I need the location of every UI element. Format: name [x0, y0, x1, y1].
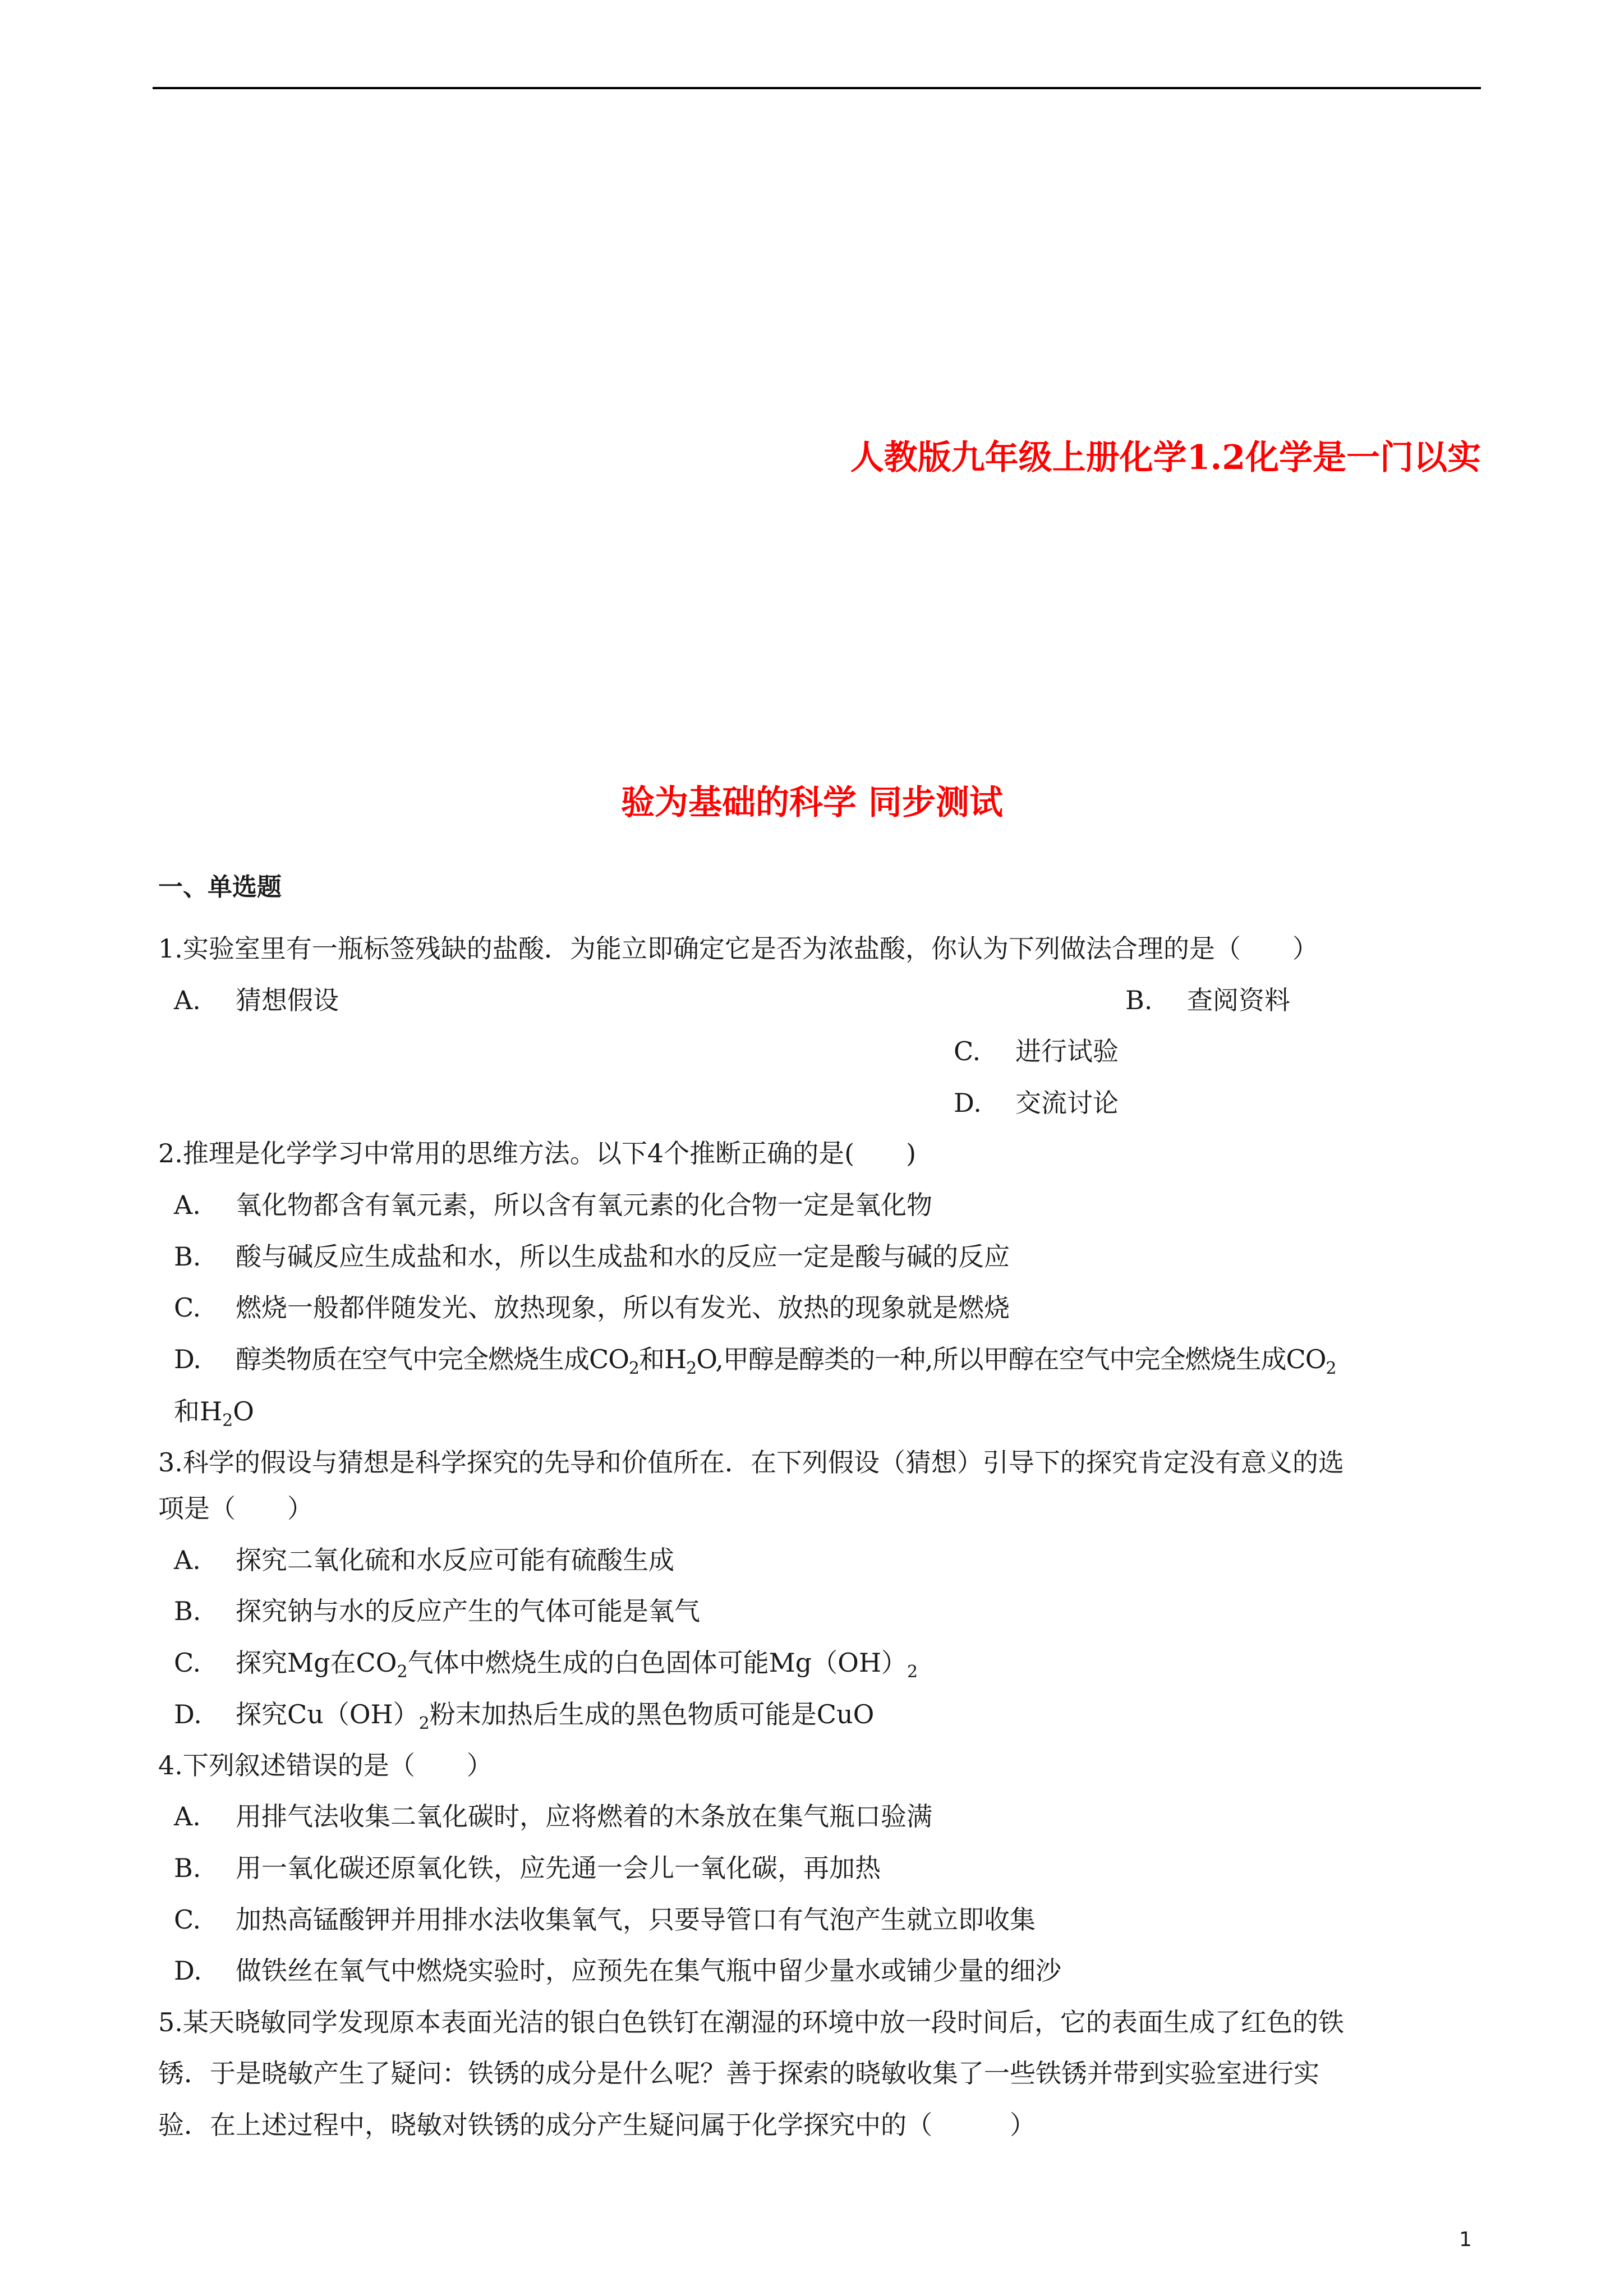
subscript: 2 — [222, 1411, 233, 1430]
q1-stem: 1.实验室里有一瓶标签残缺的盐酸．为能立即确定它是否为浓盐酸，你认为下列做法合理的是（ ） — [158, 933, 1318, 964]
q1-option-c — [954, 1031, 1119, 1068]
q2-option-a-key: A. — [174, 1190, 201, 1220]
q4-option-b — [174, 1848, 881, 1885]
q3-option-c-text-1: 探究Mg在CO — [236, 1648, 397, 1678]
q2-option-d-text-4: 和H — [174, 1396, 223, 1427]
q1-option-d-text: 交流讨论 — [1015, 1088, 1119, 1118]
q3-option-b-text: 探究钠与水的反应产生的气体可能是氧气 — [236, 1596, 700, 1626]
q4-option-d — [174, 1950, 1061, 1987]
q4-option-a-text: 用排气法收集二氧化碳时，应将燃着的木条放在集气瓶口验满 — [236, 1801, 932, 1832]
section-heading: 一、单选题 — [158, 873, 282, 901]
q1-option-b — [1125, 980, 1290, 1017]
q3-option-b-key: B. — [174, 1596, 201, 1626]
document-title-line-2: 验为基础的科学 同步测试 — [621, 783, 1003, 822]
document-title-line-1: 人教版九年级上册化学1.2化学是一门以实 — [850, 438, 1481, 477]
q1-option-b-text: 查阅资料 — [1187, 985, 1290, 1015]
q3-option-a-text: 探究二氧化硫和水反应可能有硫酸生成 — [236, 1545, 674, 1575]
subscript: 2 — [397, 1662, 408, 1682]
subscript: 2 — [686, 1359, 697, 1378]
q2-option-b — [174, 1236, 1010, 1273]
q3-stem-line-1: 3.科学的假设与猜想是科学探究的先导和价值所在．在下列假设（猜想）引导下的探究肯定没有意义的选 — [158, 1447, 1344, 1478]
q2-option-c-text: 燃烧一般都伴随发光、放热现象，所以有发光、放热的现象就是燃烧 — [236, 1292, 1010, 1323]
q1-option-c-text: 进行试验 — [1015, 1036, 1119, 1066]
q2-option-a-text: 氧化物都含有氧元素，所以含有氧元素的化合物一定是氧化物 — [236, 1190, 932, 1220]
q1-option-d-key: D. — [954, 1088, 982, 1118]
q1-option-c-key: C. — [954, 1036, 981, 1066]
q4-option-b-text: 用一氧化碳还原氧化铁，应先通一会儿一氧化碳，再加热 — [236, 1853, 881, 1883]
q2-option-d — [174, 1339, 1336, 1378]
subscript: 2 — [628, 1359, 640, 1378]
q3-option-d — [174, 1694, 874, 1733]
q4-option-d-key: D. — [174, 1955, 202, 1986]
q3-stem-line-2: 项是（ ） — [158, 1493, 313, 1524]
q3-option-a-key: A. — [174, 1545, 201, 1575]
q4-option-d-text: 做铁丝在氧气中燃烧实验时，应预先在集气瓶中留少量水或铺少量的细沙 — [236, 1955, 1061, 1986]
q4-option-a-key: A. — [174, 1801, 201, 1832]
q2-option-d-text-5: O — [233, 1396, 254, 1427]
q1-option-d — [954, 1083, 1119, 1120]
q3-option-d-key: D. — [174, 1699, 202, 1729]
q4-stem: 4.下列叙述错误的是（ ） — [158, 1750, 493, 1780]
q2-option-a — [174, 1185, 932, 1222]
q3-option-d-text-1: 探究Cu（OH） — [236, 1699, 419, 1729]
subscript: 2 — [907, 1662, 918, 1682]
q2-option-c — [174, 1287, 1010, 1324]
q3-option-c-text-2: 气体中燃烧生成的白色固体可能Mg（OH） — [407, 1648, 907, 1678]
header-rule — [153, 87, 1481, 89]
q5-stem-line-3: 验．在上述过程中，晓敏对铁锈的成分产生疑问属于化学探究中的（ ） — [158, 2110, 1036, 2140]
q2-option-d-text-3: O,甲醇是醇类的一种,所以甲醇在空气中完全燃烧生成CO — [696, 1344, 1326, 1374]
q2-option-c-key: C. — [174, 1292, 201, 1323]
q2-option-d-continued — [174, 1391, 254, 1430]
q1-option-a — [174, 980, 339, 1017]
q3-option-c-key: C. — [174, 1648, 201, 1678]
q2-option-b-text: 酸与碱反应生成盐和水，所以生成盐和水的反应一定是酸与碱的反应 — [236, 1241, 1010, 1272]
q4-option-b-key: B. — [174, 1853, 201, 1883]
q3-option-c — [174, 1642, 918, 1682]
page-number: 1 — [1459, 2228, 1472, 2251]
subscript: 2 — [1326, 1359, 1336, 1378]
q1-option-a-text: 猜想假设 — [236, 985, 339, 1015]
q2-stem: 2.推理是化学学习中常用的思维方法。以下4个推断正确的是( ) — [158, 1138, 917, 1168]
q3-option-d-text-2: 粉末加热后生成的黑色物质可能是CuO — [429, 1699, 875, 1729]
q1-option-b-key: B. — [1125, 985, 1153, 1015]
q3-option-b — [174, 1591, 700, 1628]
subscript: 2 — [418, 1714, 430, 1733]
q1-option-a-key: A. — [174, 985, 201, 1015]
q4-option-c-key: C. — [174, 1904, 201, 1935]
q2-option-d-key: D. — [174, 1344, 201, 1374]
q5-stem-line-1: 5.某天晓敏同学发现原本表面光洁的银白色铁钉在潮湿的环境中放一段时间后，它的表面生成了红色的铁 — [158, 2007, 1344, 2037]
q2-option-d-text-1: 醇类物质在空气中完全燃烧生成CO — [236, 1344, 629, 1374]
q5-stem-line-2: 锈．于是晓敏产生了疑问：铁锈的成分是什么呢？善于探索的晓敏收集了一些铁锈并带到实验室进行实 — [158, 2058, 1319, 2088]
q3-option-a — [174, 1540, 674, 1577]
q2-option-d-text-2: 和H — [639, 1344, 687, 1374]
q4-option-c-text: 加热高锰酸钾并用排水法收集氧气，只要导管口有气泡产生就立即收集 — [236, 1904, 1036, 1935]
q2-option-b-key: B. — [174, 1241, 201, 1272]
q4-option-c — [174, 1899, 1036, 1936]
q4-option-a — [174, 1796, 932, 1833]
